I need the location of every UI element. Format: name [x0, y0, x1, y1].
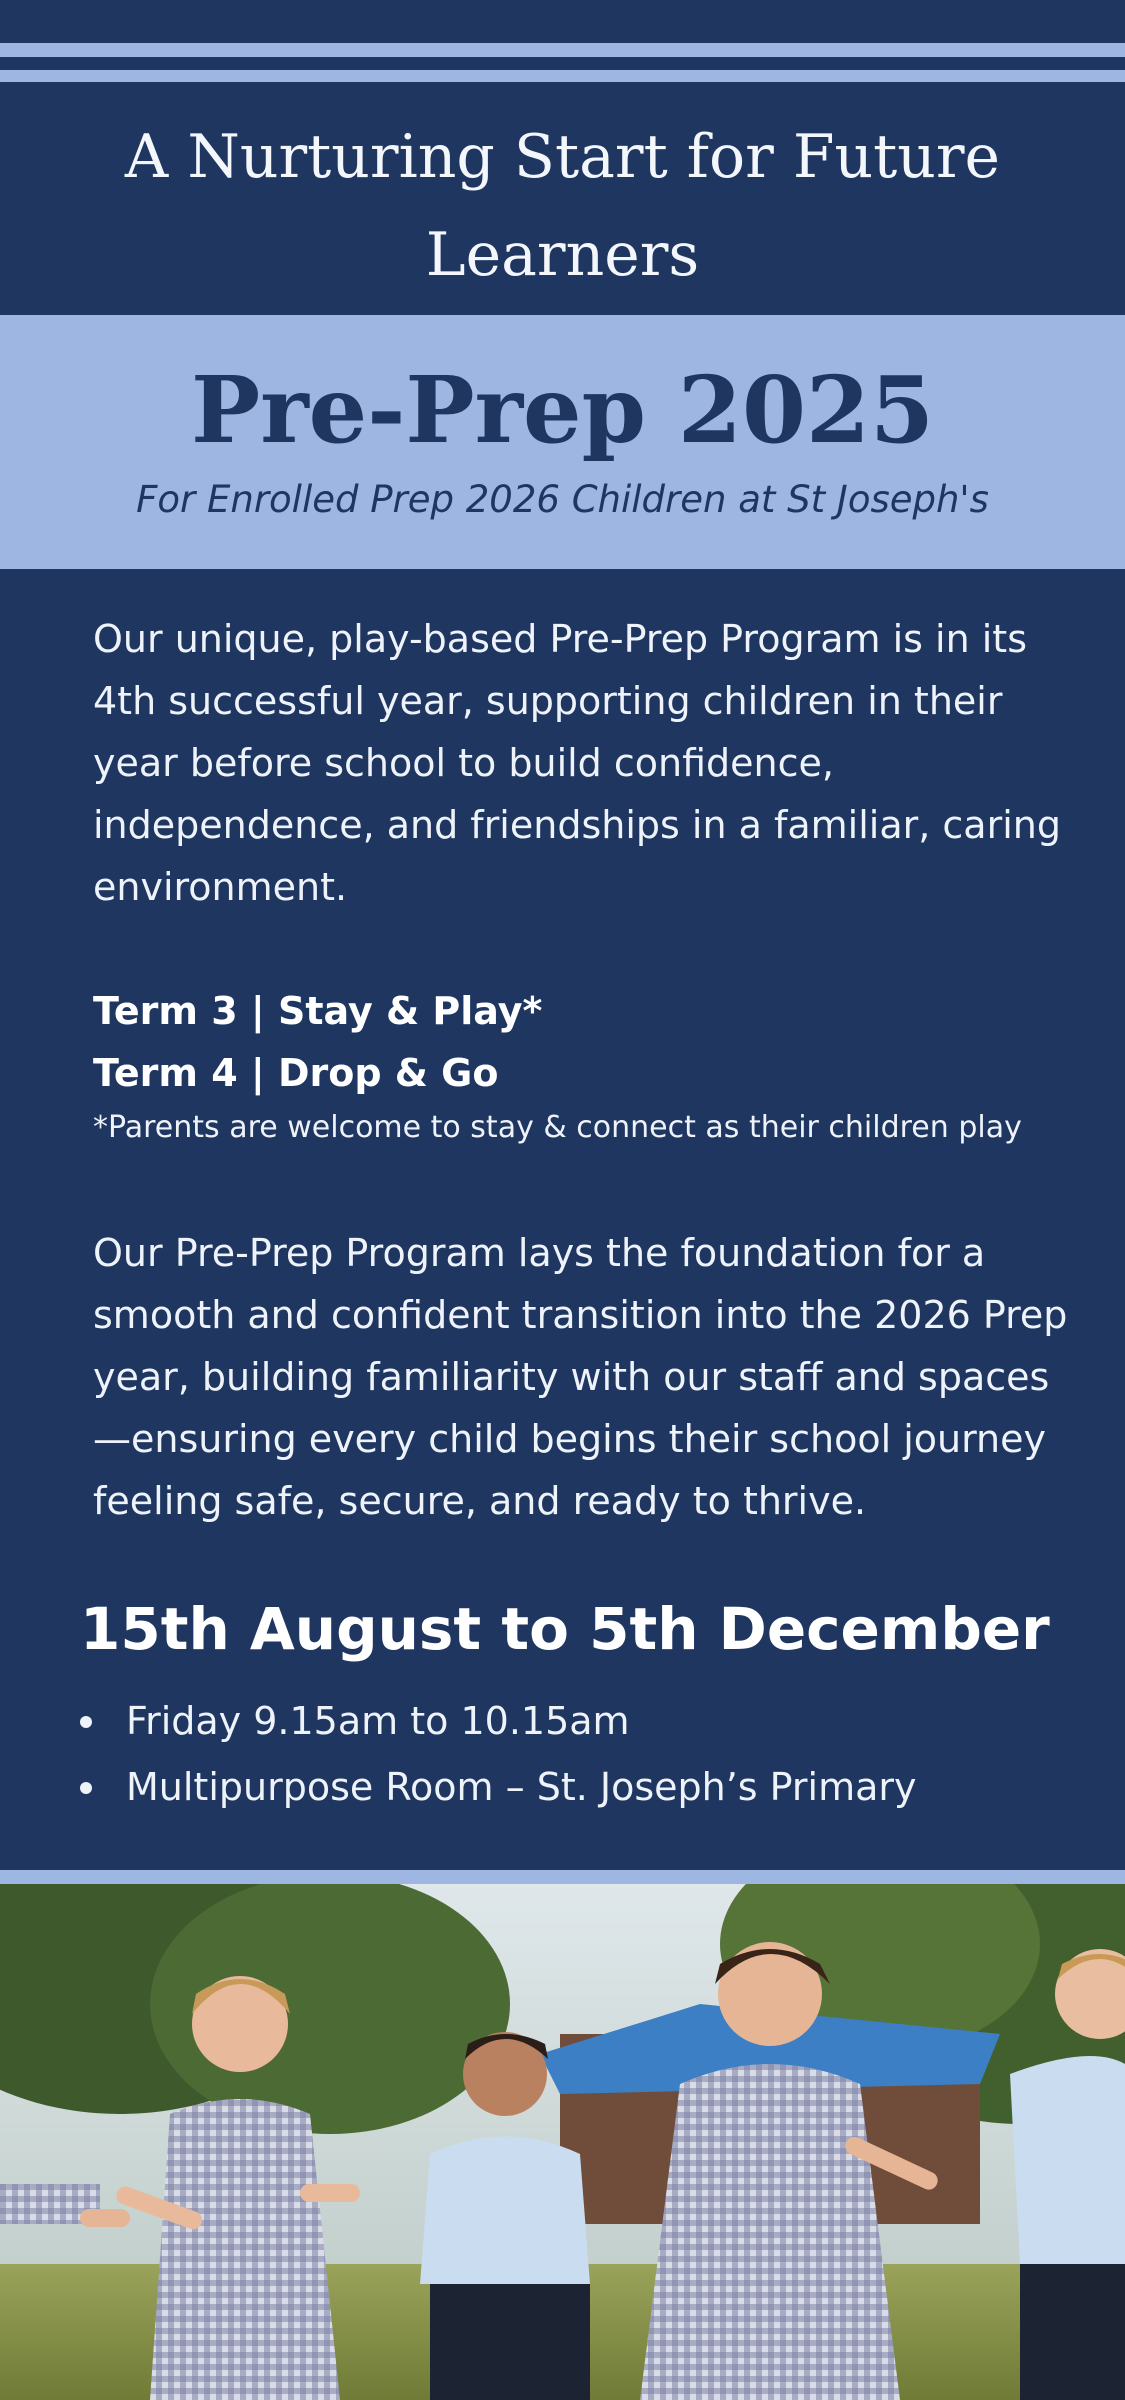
intro-paragraph: Our unique, play-based Pre-Prep Program is in its 4th successful year, supporting children in their year before school to build confidence, independence, and friendships in a familiar, caring environment. — [93, 617, 1061, 909]
headline-line-1: A Nurturing Start for Future — [124, 122, 1001, 192]
detail-time: Friday 9.15am to 10.15am — [80, 1688, 1100, 1754]
children-playing-photo — [0, 1884, 1125, 2400]
transition-paragraph: Our Pre-Prep Program lays the foundation for a smooth and confident transition into the 2026 Prep year, building familiarity with our staff and spaces—ensuring every child begins their school journey feeling safe, secure, and ready to thrive. — [93, 1231, 1068, 1523]
program-dates: 15th August to 5th December — [80, 1595, 1050, 1663]
headline — [0, 108, 1125, 304]
term-4-line: Term 4 | Drop & Go — [93, 1051, 499, 1095]
top-stripe — [0, 43, 1125, 57]
top-stripe-thin — [0, 70, 1125, 82]
terms-footnote: *Parents are welcome to stay & connect as their children play — [93, 1110, 1022, 1145]
title-banner — [0, 315, 1125, 569]
headline-line-2: Learners — [425, 220, 700, 290]
photo-illustration — [0, 1884, 1125, 2400]
program-title: Pre-Prep 2025 — [191, 356, 934, 464]
terms-block — [93, 980, 1093, 1152]
program-subtitle: For Enrolled Prep 2026 Children at St Joseph's — [136, 478, 989, 521]
details-list — [80, 1688, 1100, 1820]
photo-border — [0, 1870, 1125, 1884]
term-3-line: Term 3 | Stay & Play* — [93, 989, 543, 1033]
detail-location: Multipurpose Room – St. Joseph’s Primary — [80, 1754, 1100, 1820]
